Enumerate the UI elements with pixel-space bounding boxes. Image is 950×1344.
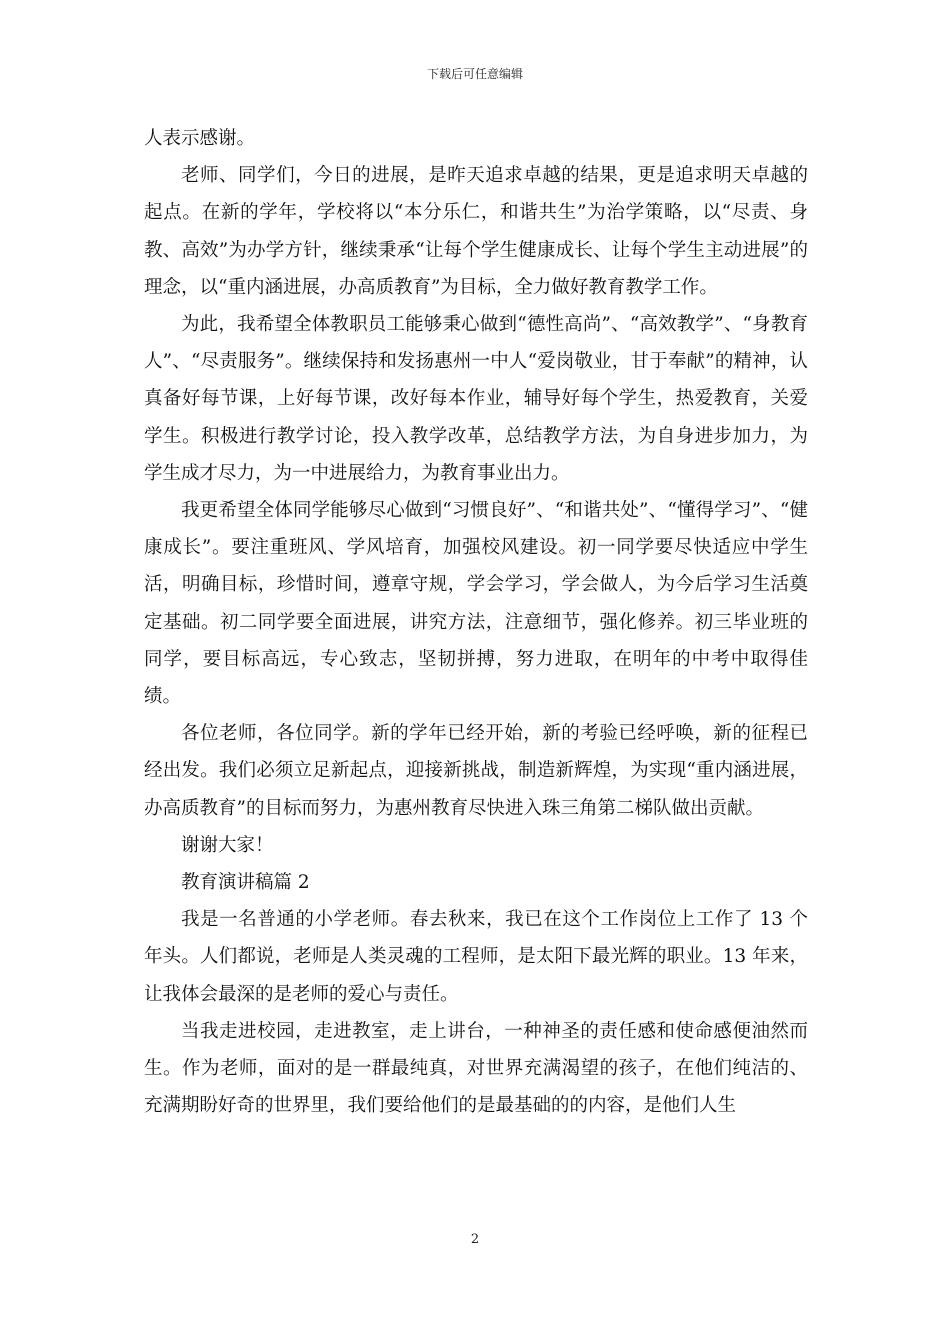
paragraph: 各位老师，各位同学。新的学年已经开始，新的考验已经呼唤，新的征程已经出发。我们必须立足新起点，迎接新挑战，制造新辉煌，为实现“重内涵进展，办高质教育”的目标而努力，为惠州教育尽快进入珠三角第二梯队做出贡献。 (144, 723, 808, 819)
document-body (144, 120, 808, 1124)
page-header (0, 66, 950, 82)
page-number: 2 (470, 1232, 480, 1247)
closing-line: 谢谢大家！ (181, 834, 274, 856)
paragraph: 老师、同学们，今日的进展，是昨天追求卓越的结果，更是追求明天卓越的起点。在新的学年，学校将以“本分乐仁，和谐共生”为治学策略，以“尽责、身教、高效”为办学方针，继续秉承“让每个学生健康成长、让每个学生主动进展”的理念，以“重内涵进展，办高质教育”为目标，全力做好教育教学工作。 (144, 165, 808, 298)
paragraph: 当我走进校园，走进教室，走上讲台，一种神圣的责任感和使命感便油然而生。作为老师，面对的是一群最纯真，对世界充满渴望的孩子，在他们纯洁的、充满期盼好奇的世界里，我们要给他们的是最基础的的内容，是他们人生 (144, 1020, 808, 1117)
paragraph: 我更希望全体同学能够尽心做到“习惯良好”、“和谐共处”、“懂得学习”、“健康成长”。要注重班风、学风培育，加强校风建设。初一同学要尽快适应中学生活，明确目标，珍惜时间，遵章守规，学会学习，学会做人，为今后学习生活奠定基础。初二同学要全面进展，讲究方法，注意细节，强化修养。初三毕业班的同学，要目标高远，专心致志，坚韧拼搏，努力进取，在明年的中考中取得佳绩。 (144, 500, 808, 708)
page-footer (0, 1232, 950, 1248)
paragraph: 我是一名普通的小学老师。春去秋来，我已在这个工作岗位上工作了 13 个年头。人们都说，老师是人类灵魂的工程师，是太阳下最光辉的职业。13 年来，让我体会最深的是老师的爱心与责任。 (144, 909, 808, 1005)
paragraph: 为此，我希望全体教职员工能够秉心做到“德性高尚”、“高效教学”、“身教育人”、“尽责服务”。继续保持和发扬惠州一中人“爱岗敬业，甘于奉献”的精神，认真备好每节课，上好每节课，改好每本作业，辅导好每个学生，热爱教育，关爱学生。积极进行教学讨论，投入教学改革，总结教学方法，为自身进步加力，为学生成才尽力，为一中进展给力，为教育事业出力。 (144, 314, 808, 484)
paragraph-continuation: 人表示感谢。 (144, 128, 256, 149)
section-heading: 教育演讲稿篇 2 (181, 872, 310, 894)
header-text: 下载后可任意编辑 (426, 67, 523, 81)
